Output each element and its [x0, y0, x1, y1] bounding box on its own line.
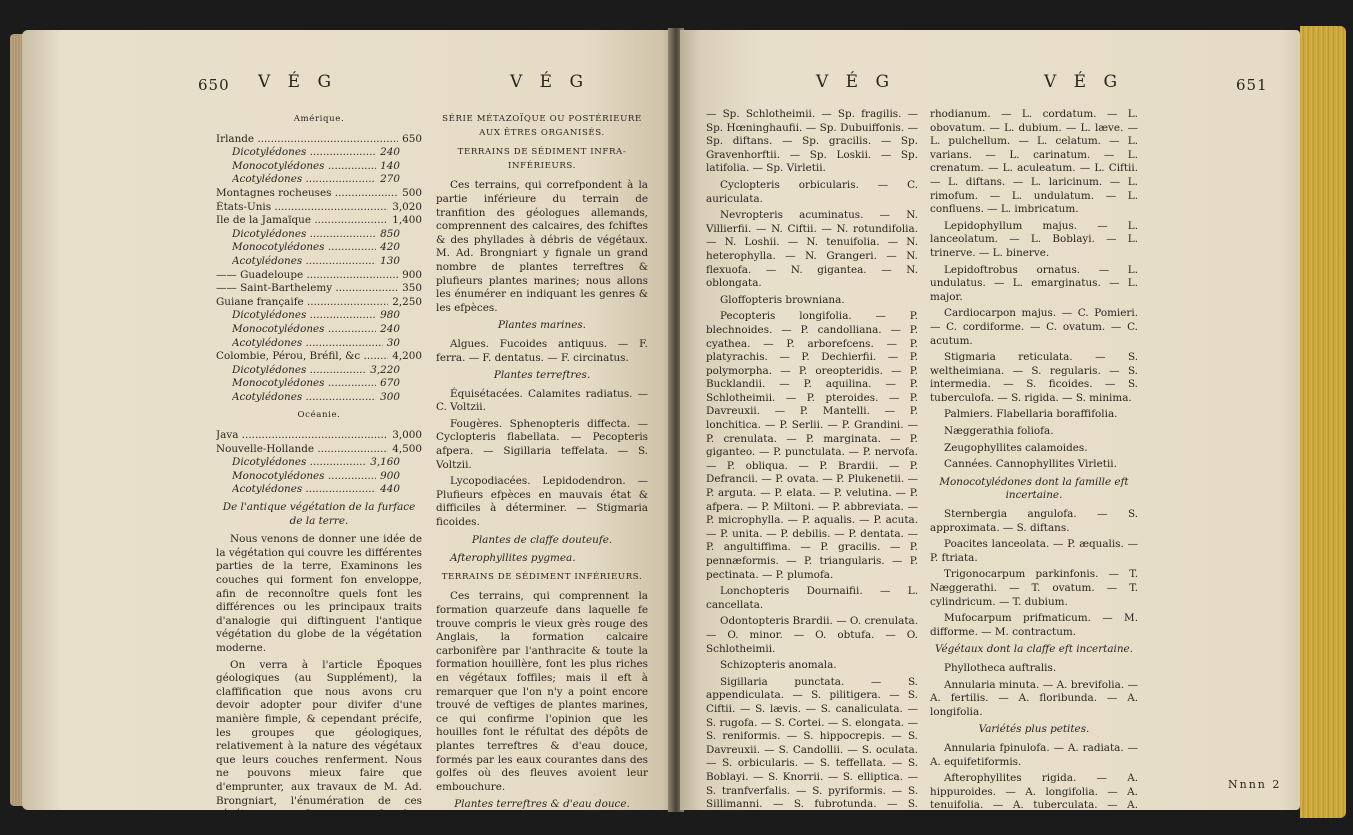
- sub-heading: Monocotylédones dont la famille eft incertaine.: [939, 475, 1129, 502]
- count-row-value: 500: [402, 186, 422, 199]
- section-title: TERRAINS DE SÉDIMENT INFRA-INFÉRIEURS.: [457, 147, 627, 171]
- sub-heading: Plantes terreftres & d'eau douce.: [454, 798, 630, 810]
- count-row: [216, 201, 422, 215]
- count-row-label: Dicotylédones .....: [232, 309, 376, 323]
- count-row-label: Monocotylédones .....: [232, 470, 376, 484]
- section-heading-antique: De l'antique végétation de la furface de la terre.: [222, 501, 416, 527]
- paragraph: Lonchopteris Dournaifii. — L. cancellata.: [706, 585, 918, 611]
- count-row-value: 130: [380, 254, 400, 267]
- count-row: [216, 282, 422, 296]
- paragraph: Sternbergia angulofa. — S. approximata. — S. diftans.: [930, 508, 1138, 534]
- paragraph: Cyclopteris orbicularis. — C. auriculata.: [706, 178, 918, 205]
- count-row: [216, 470, 422, 484]
- count-row-value: 3,000: [392, 429, 422, 442]
- count-row-value: 980: [380, 309, 400, 322]
- count-row: [216, 133, 422, 147]
- count-row: [216, 160, 422, 174]
- paragraph: Stigmaria reticulata. — S. weltheimiana. — S. regularis. — S. intermedia. — S. ficoides. — S. tuberculofa. — S. rigida. — S. minima.: [930, 351, 1138, 404]
- count-row-value: 900: [380, 469, 400, 482]
- left-page-column-1: [216, 108, 422, 810]
- paragraph: On verra à l'article Époques géologiques (au Supplément), la claffification que nous avons cru devoir adopter pour divifer d'une manière fimple, & cependant précife, les groupes que géologiques, relativement à la nature des végétaux que leurs couches renferment. Nous ne pouvons mieux faire que d'emprunter, aux travaux de M. Ad. Brongniart, l'énumération de ces: [216, 658, 422, 807]
- paragraph: Cardiocarpon majus. — C. Pomieri. — C. cordiforme. — C. ovatum. — C. acutum.: [930, 307, 1138, 347]
- running-header-right-1: V É G: [816, 72, 896, 92]
- count-row-value: 900: [402, 268, 422, 281]
- paragraph: Lepidophyllum majus. — L. lanceolatum. — L. Boblayi. — L. trinerve. — L. binerve.: [930, 219, 1138, 259]
- count-row: [216, 228, 422, 242]
- count-row-label: Ile de la Jamaïque .....: [216, 214, 388, 228]
- paragraph: Équisétacées. Calamites radiatus. — C. Voltzii.: [436, 387, 648, 414]
- count-row-label: Colombie, Pérou, Bréfil, &c .....: [216, 350, 388, 364]
- section-title: TERRAINS DE SÉDIMENT INFÉRIEURS.: [441, 571, 643, 582]
- right-page: [680, 30, 1300, 810]
- right-page-edges: [1300, 26, 1346, 818]
- paragraph: Zeugophyllites calamoides.: [944, 441, 1088, 454]
- paragraph: Næggerathia foliofa.: [944, 425, 1054, 438]
- count-row-value: 4,500: [392, 442, 422, 455]
- right-page-column-2: [930, 108, 1138, 810]
- count-row: [216, 296, 422, 310]
- count-row-label: Monocotylédones .....: [232, 323, 376, 337]
- paragraph: Trigonocarpum parkinfonis. — T. Næggerathi. — T. ovatum. — T. cylindricum. — T. dubium.: [930, 568, 1138, 608]
- count-row: [216, 456, 422, 470]
- paragraph: Afterophyllites pygmea.: [450, 552, 576, 565]
- count-row: [216, 483, 422, 497]
- count-row-value: 4,200: [392, 350, 422, 363]
- count-row-value: 270: [380, 173, 400, 186]
- count-row: [216, 364, 422, 378]
- section-title-oceanie: Océanie.: [297, 410, 341, 421]
- count-row: [216, 443, 422, 457]
- count-row: [216, 350, 422, 364]
- paragraph: Ces terrains, qui comprennent la formation quarzeufe dans laquelle fe trouve compris le vieux grès rouge des Anglais, la formation calcaire carbonifère par l'anthracite & toute la formation houillère, font les plus riches en végétaux foffiles; mais il eft à remarquer que l'on n'y a point encore trouvé de veftiges de plantes marines, ce qui confirme l'opinion que les houilles font le réfultat des dépôts de plantes terreftres & d'eau douce, formés par les eaux courantes dans des golfes où des fleuves avoient leur embouchure.: [436, 590, 648, 793]
- count-row-value: 240: [380, 146, 400, 159]
- count-row-label: —— Saint-Barthelemy .....: [216, 282, 398, 296]
- paragraph: Schizopteris anomala.: [720, 659, 837, 672]
- count-row: [216, 173, 422, 187]
- count-row: [216, 214, 422, 228]
- paragraph: Afterophyllites rigida. — A. hippuroides. — A. longifolia. — A. tenuifolia. — A. tuberculata. — A.: [930, 772, 1138, 810]
- paragraph: Lycopodiacées. Lepidodendron. — Plufieurs efpèces en mauvais état & difficiles à déterminer. — Stigmaria ficoides.: [436, 475, 648, 529]
- sub-heading: Végétaux dont la claffe eft incertaine.: [934, 643, 1134, 656]
- paragraph: Pecopteris longifolia. — P. blechnoides. — P. candolliana. — P. cyathea. — P. arborefcens. — P. platyrachis. — P. Dechierfii. — P. polymorpha. — P. oreopteridis. — P. Bucklandii. — P. aquilina. — P. Schlotheimii. — P. pteroides. — P. Davreuxii. — P. Mantelli. — P. lonchitica. — P. Serlii. — P. Grandini. — P. crenulata. — P. marginata. — P. giganteo. — P. punctulata. — P. nervofa. — P. obliqua. — P. Brardii. — P. Defrancii. — P. ovata. — P. Plukenetii. — P. arguta. — P. elata. — P. velutina. — P. afpera. — P. Miltoni. — P. abbreviata. — P. microphylla. — P. aqualis. — P. acuta. — P. unita. — P. debilis. — P. dentata. — P. angultiffima. — P. gracilis. — P. pennæformis. — P. triangularis. — P. pectinata. — P. plumofa.: [706, 310, 918, 581]
- left-page-column-2: [436, 108, 648, 810]
- paragraph: Sigillaria punctata. — S. appendiculata. — S. pilitigera. — S. Ciftii. — S. lævis. — S. canaliculata. — S. rugofa. — S. Cortei. — S. elongata. — S. reniformis. — S. hippocrepis. — S. Davreuxii. — S. Candollii. — S. oculata. — S. orbicularis. — S. teffellata. — S. Boblayi. — S. Knorrii. — S. elliptica. — S. tranfverfalis. — S. pyriformis. — S. Sillimanni. — S. fubrotunda. — S.: [706, 675, 918, 810]
- paragraph: Ces terrains, qui correfpondent à la partie inférieure du terrain de tranfition des géologues allemands, comprennent des calcaires, des fchiftes & des phyllades à débris de végétaux. M. Ad. Brongniart y fignale un grand nombre de plantes terreftres & plufieurs plantes marines; nous allons les énumérer en indiquant les genres & les efpèces.: [436, 179, 648, 314]
- paragraph: — Sp. Schlotheimii. — Sp. fragilis. — Sp. Hœninghaufii. — Sp. Dubuiffonis. — Sp. diftans. — Sp. gracilis. — Sp. Gravenhorftii. — Sp. Loskii. — Sp. latifolia. — Sp. Virletii.: [706, 108, 918, 175]
- count-row-label: Monocotylédones .....: [232, 377, 376, 391]
- section-title: SÉRIE MÉTAZOÏQUE OU POSTÉRIEURE AUX ÊTRES ORGANISÉS.: [442, 114, 642, 138]
- sub-heading: Plantes de claffe douteufe.: [471, 533, 613, 546]
- species-count-list-amerique: [216, 133, 422, 405]
- count-row-value: 300: [380, 390, 400, 403]
- count-row-label: Nouvelle-Hollande .....: [216, 443, 388, 457]
- paragraph: Poacites lanceolata. — P. æqualis. — P. ftriata.: [930, 538, 1138, 564]
- count-row-value: 140: [380, 159, 400, 172]
- count-row-label: Irlande .....: [216, 133, 398, 147]
- count-row-label: Acotylédones .....: [232, 483, 376, 497]
- signature-mark: Nnnn 2: [1228, 778, 1282, 791]
- species-count-list-oceanie: [216, 429, 422, 497]
- count-row: [216, 337, 422, 351]
- count-row: [216, 241, 422, 255]
- paragraph: Annularia fpinulofa. — A. radiata. — A. equifetiformis.: [930, 741, 1138, 768]
- section-title-amerique: Amérique.: [293, 114, 345, 124]
- paragraph: Phyllotheca auftralis.: [944, 661, 1057, 674]
- paragraph: Mufocarpum prifmaticum. — M. difforme. — M. contractum.: [930, 612, 1138, 638]
- count-row-label: Monocotylédones .....: [232, 241, 376, 255]
- count-row: [216, 391, 422, 405]
- count-row-label: Dicotylédones .....: [232, 146, 376, 160]
- paragraph: Nevropteris acuminatus. — N. Villierfii. — N. Ciftii. — N. rotundifolia. — N. Loshii. — N. tenuifolia. — N. heterophylla. — N. Grangeri. — N. flexuofa. — N. gigantea. — N. oblongata.: [706, 209, 918, 290]
- running-header-left-2: V É G: [510, 72, 590, 92]
- running-header-left-1: V É G: [258, 72, 338, 92]
- count-row-value: 30: [386, 336, 400, 349]
- count-row-value: 3,220: [370, 363, 400, 376]
- paragraph: Gloffopteris browniana.: [720, 293, 845, 306]
- running-header-right-2: V É G: [1044, 72, 1124, 92]
- count-row: [216, 187, 422, 201]
- count-row-value: 2,250: [392, 295, 422, 308]
- paragraph: Nous venons de donner une idée de la végétation qui couvre les différentes parties de la terre, Examinons les couches qui forment fon enveloppe, afin de reconnoître quels font les différences ou les principaux traits d'analogie qui diftinguent l'antique végétation du globe de la végétation moderne.: [216, 533, 422, 654]
- count-row-label: Dicotylédones .....: [232, 364, 366, 378]
- count-row-label: Monocotylédones .....: [232, 160, 376, 174]
- count-row-value: 3,160: [370, 456, 400, 469]
- count-row: [216, 269, 422, 283]
- count-row: [216, 377, 422, 391]
- count-row-value: 440: [380, 483, 400, 496]
- paragraph: Algues. Fucoides antiquus. — F. ferra. — F. dentatus. — F. circinatus.: [436, 337, 648, 364]
- count-row-label: —— Guadeloupe .....: [216, 269, 398, 283]
- page-number-left: 650: [198, 76, 230, 94]
- count-row-value: 1,400: [392, 214, 422, 227]
- count-row-label: Guiane françaife .....: [216, 296, 388, 310]
- count-row: [216, 146, 422, 160]
- count-row-label: Acotylédones .....: [232, 337, 383, 351]
- paragraph: Annularia minuta. — A. brevifolia. — A. fertilis. — A. floribunda. — A. longifolia.: [930, 678, 1138, 718]
- count-row-value: 240: [380, 322, 400, 335]
- left-page: [22, 30, 674, 810]
- count-row: [216, 429, 422, 443]
- paragraph: Palmiers. Flabellaria boraffifolia.: [944, 408, 1118, 421]
- paragraph: Odontopteris Brardii. — O. crenulata. — O. minor. — O. obtufa. — O. Schlotheimii.: [706, 615, 918, 655]
- count-row-label: Acotylédones .....: [232, 173, 376, 187]
- count-row-value: 420: [380, 241, 400, 254]
- count-row-label: Acotylédones .....: [232, 391, 376, 405]
- paragraph: Lepidoftrobus ornatus. — L. undulatus. — L. emarginatus. — L. major.: [930, 263, 1138, 303]
- sub-heading: Plantes terreftres.: [493, 369, 591, 382]
- page-number-right: 651: [1236, 76, 1268, 94]
- count-row-value: 670: [380, 377, 400, 390]
- count-row-value: 3,020: [392, 200, 422, 213]
- count-row-label: Dicotylédones .....: [232, 228, 376, 242]
- count-row-label: Acotylédones .....: [232, 255, 376, 269]
- paragraph: Cannées. Cannophyllites Virletii.: [944, 458, 1117, 471]
- count-row-label: États-Unis .....: [216, 201, 388, 215]
- count-row: [216, 255, 422, 269]
- count-row-label: Montagnes rocheuses .....: [216, 187, 398, 201]
- paragraph: rhodianum. — L. cordatum. — L. obovatum. — L. dubium. — L. læve. — L. pulchellum. — L. celatum. — L. varians. — L. carinatum. — L. crenatum. — L. aculeatum. — L. Ciftii. — L. diftans. — L. laricinum. — L. rimofum. — L. undulatum. — L. confluens. — L. imbricatum.: [930, 108, 1138, 216]
- count-row: [216, 323, 422, 337]
- count-row-value: 650: [402, 132, 422, 145]
- sub-heading: Variétés plus petites.: [978, 723, 1090, 736]
- sub-heading: Plantes marines.: [498, 319, 586, 332]
- count-row-value: 350: [402, 282, 422, 295]
- count-row-value: 850: [380, 227, 400, 240]
- count-row-label: Dicotylédones .....: [232, 456, 366, 470]
- count-row: [216, 309, 422, 323]
- paragraph: Fougères. Sphenopteris diffecta. — Cyclopteris flabellata. — Pecopteris afpera. — Sigillaria teffelata. — S. Voltzii.: [436, 417, 648, 471]
- right-page-column-1: [706, 108, 918, 810]
- count-row-label: Java .....: [216, 429, 388, 443]
